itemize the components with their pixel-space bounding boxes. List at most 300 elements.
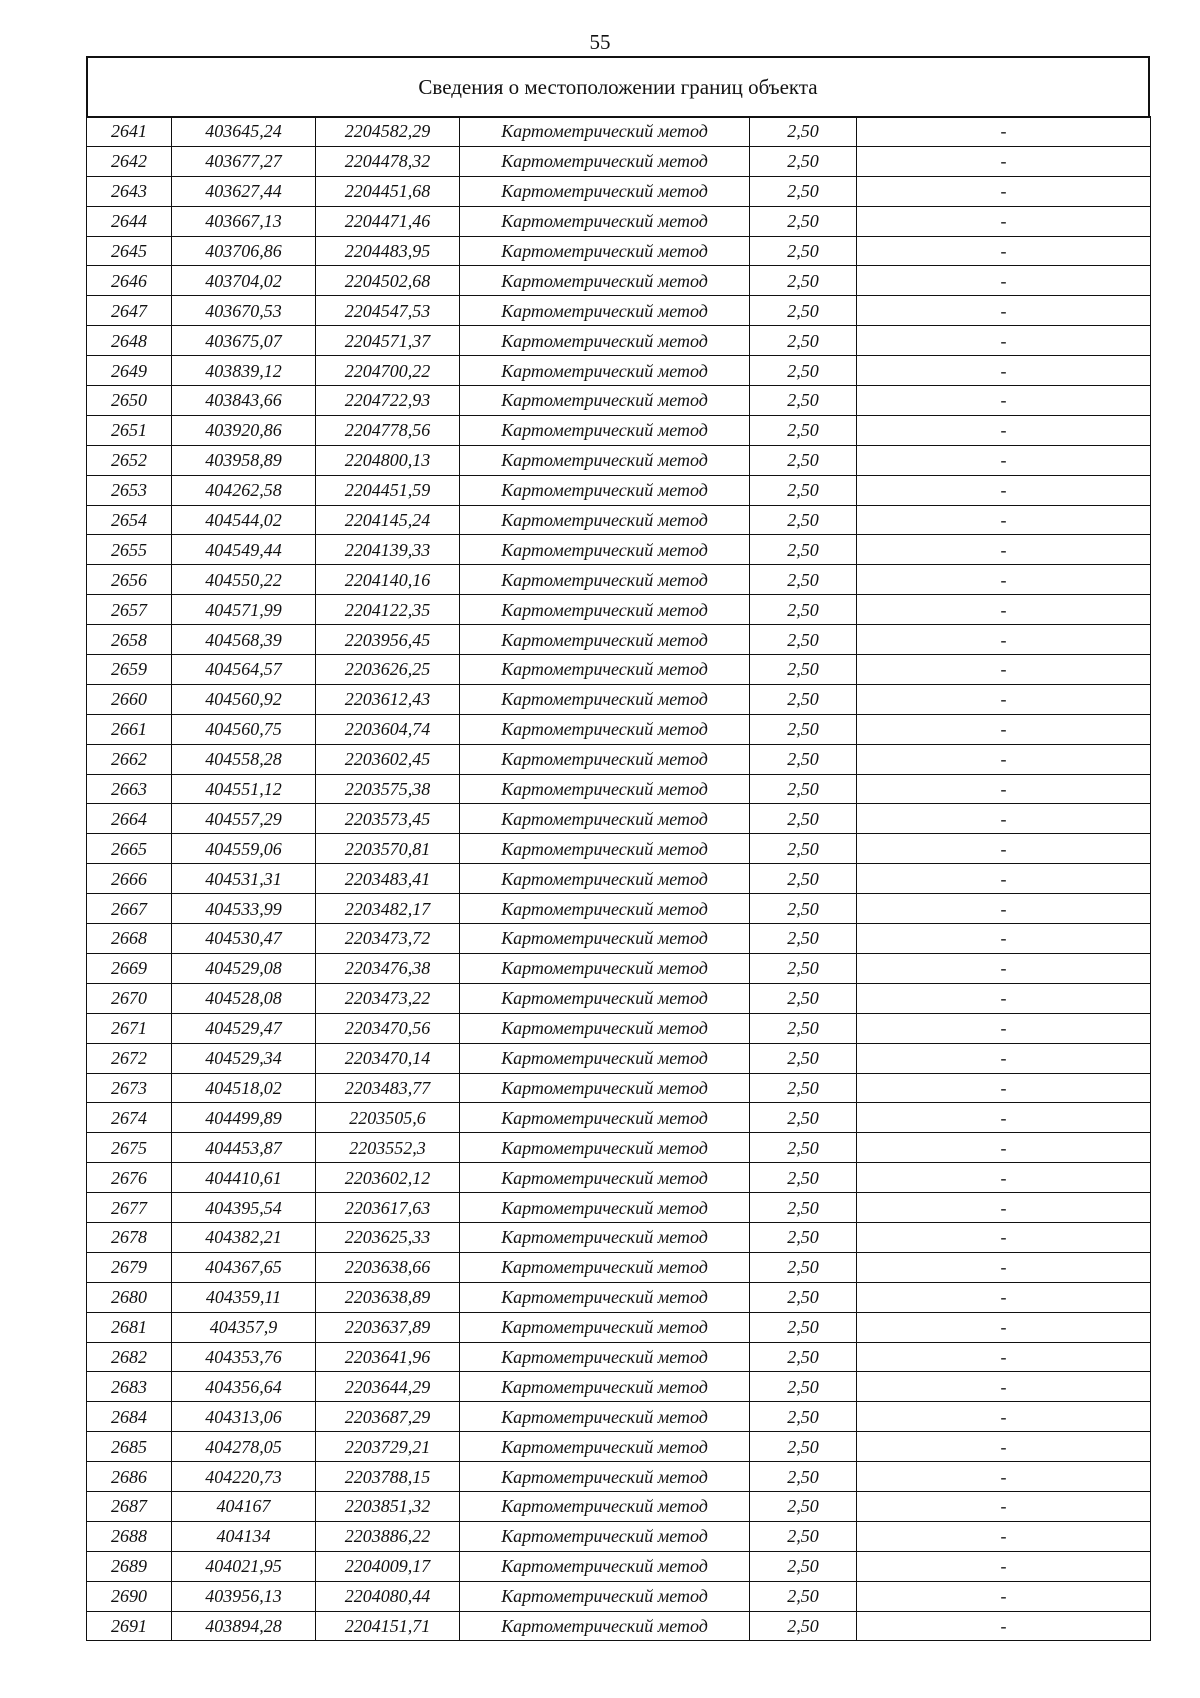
x-coordinate-cell: 404353,76 bbox=[172, 1342, 316, 1372]
point-number-cell: 2675 bbox=[87, 1133, 172, 1163]
description-cell: - bbox=[857, 834, 1151, 864]
method-cell: Картометрический метод bbox=[460, 655, 750, 685]
method-cell: Картометрический метод bbox=[460, 1611, 750, 1641]
x-coordinate-cell: 404278,05 bbox=[172, 1432, 316, 1462]
point-number-cell: 2687 bbox=[87, 1491, 172, 1521]
y-coordinate-cell: 2203617,63 bbox=[316, 1193, 460, 1223]
table-row bbox=[87, 565, 1151, 595]
y-coordinate-cell: 2204145,24 bbox=[316, 505, 460, 535]
table-row bbox=[87, 176, 1151, 206]
y-coordinate-cell: 2203604,74 bbox=[316, 714, 460, 744]
table-row bbox=[87, 386, 1151, 416]
table-row bbox=[87, 415, 1151, 445]
method-cell: Картометрический метод bbox=[460, 714, 750, 744]
y-coordinate-cell: 2203602,45 bbox=[316, 744, 460, 774]
description-cell: - bbox=[857, 1312, 1151, 1342]
description-cell: - bbox=[857, 236, 1151, 266]
method-cell: Картометрический метод bbox=[460, 864, 750, 894]
x-coordinate-cell: 403677,27 bbox=[172, 146, 316, 176]
point-number-cell: 2670 bbox=[87, 983, 172, 1013]
method-cell: Картометрический метод bbox=[460, 236, 750, 266]
point-number-cell: 2654 bbox=[87, 505, 172, 535]
point-number-cell: 2679 bbox=[87, 1252, 172, 1282]
description-cell: - bbox=[857, 1491, 1151, 1521]
description-cell: - bbox=[857, 953, 1151, 983]
table-row bbox=[87, 236, 1151, 266]
page-number: 55 bbox=[589, 30, 611, 54]
method-cell: Картометрический метод bbox=[460, 1372, 750, 1402]
description-cell: - bbox=[857, 535, 1151, 565]
point-number-cell: 2642 bbox=[87, 146, 172, 176]
method-cell: Картометрический метод bbox=[460, 684, 750, 714]
point-number-cell: 2665 bbox=[87, 834, 172, 864]
x-coordinate-cell: 404564,57 bbox=[172, 655, 316, 685]
accuracy-cell: 2,50 bbox=[750, 1103, 857, 1133]
y-coordinate-cell: 2204778,56 bbox=[316, 415, 460, 445]
x-coordinate-cell: 403839,12 bbox=[172, 356, 316, 386]
x-coordinate-cell: 404262,58 bbox=[172, 475, 316, 505]
x-coordinate-cell: 404560,75 bbox=[172, 714, 316, 744]
method-cell: Картометрический метод bbox=[460, 834, 750, 864]
x-coordinate-cell: 404453,87 bbox=[172, 1133, 316, 1163]
method-cell: Картометрический метод bbox=[460, 1193, 750, 1223]
accuracy-cell: 2,50 bbox=[750, 1581, 857, 1611]
x-coordinate-cell: 404367,65 bbox=[172, 1252, 316, 1282]
method-cell: Картометрический метод bbox=[460, 1581, 750, 1611]
method-cell: Картометрический метод bbox=[460, 475, 750, 505]
accuracy-cell: 2,50 bbox=[750, 684, 857, 714]
x-coordinate-cell: 404529,34 bbox=[172, 1043, 316, 1073]
accuracy-cell: 2,50 bbox=[750, 894, 857, 924]
description-cell: - bbox=[857, 625, 1151, 655]
method-cell: Картометрический метод bbox=[460, 266, 750, 296]
method-cell: Картометрический метод bbox=[460, 1103, 750, 1133]
point-number-cell: 2641 bbox=[87, 117, 172, 147]
y-coordinate-cell: 2203483,41 bbox=[316, 864, 460, 894]
x-coordinate-cell: 404220,73 bbox=[172, 1462, 316, 1492]
method-cell: Картометрический метод bbox=[460, 176, 750, 206]
accuracy-cell: 2,50 bbox=[750, 1402, 857, 1432]
table-row bbox=[87, 1372, 1151, 1402]
x-coordinate-cell: 403675,07 bbox=[172, 326, 316, 356]
accuracy-cell: 2,50 bbox=[750, 1372, 857, 1402]
table-row bbox=[87, 1013, 1151, 1043]
x-coordinate-cell: 403958,89 bbox=[172, 445, 316, 475]
point-number-cell: 2685 bbox=[87, 1432, 172, 1462]
accuracy-cell: 2,50 bbox=[750, 1432, 857, 1462]
accuracy-cell: 2,50 bbox=[750, 1193, 857, 1223]
y-coordinate-cell: 2203638,66 bbox=[316, 1252, 460, 1282]
y-coordinate-cell: 2203470,56 bbox=[316, 1013, 460, 1043]
y-coordinate-cell: 2204722,93 bbox=[316, 386, 460, 416]
description-cell: - bbox=[857, 505, 1151, 535]
accuracy-cell: 2,50 bbox=[750, 1163, 857, 1193]
table-row bbox=[87, 1282, 1151, 1312]
method-cell: Картометрический метод bbox=[460, 1133, 750, 1163]
method-cell: Картометрический метод bbox=[460, 445, 750, 475]
table-row bbox=[87, 983, 1151, 1013]
table-row bbox=[87, 655, 1151, 685]
point-number-cell: 2690 bbox=[87, 1581, 172, 1611]
point-number-cell: 2666 bbox=[87, 864, 172, 894]
point-number-cell: 2684 bbox=[87, 1402, 172, 1432]
description-cell: - bbox=[857, 266, 1151, 296]
x-coordinate-cell: 403670,53 bbox=[172, 296, 316, 326]
table-row bbox=[87, 1312, 1151, 1342]
point-number-cell: 2645 bbox=[87, 236, 172, 266]
description-cell: - bbox=[857, 296, 1151, 326]
method-cell: Картометрический метод bbox=[460, 924, 750, 954]
description-cell: - bbox=[857, 146, 1151, 176]
point-number-cell: 2663 bbox=[87, 774, 172, 804]
method-cell: Картометрический метод bbox=[460, 415, 750, 445]
accuracy-cell: 2,50 bbox=[750, 1043, 857, 1073]
method-cell: Картометрический метод bbox=[460, 1163, 750, 1193]
table-row bbox=[87, 1163, 1151, 1193]
point-number-cell: 2647 bbox=[87, 296, 172, 326]
method-cell: Картометрический метод bbox=[460, 565, 750, 595]
description-cell: - bbox=[857, 117, 1151, 147]
point-number-cell: 2652 bbox=[87, 445, 172, 475]
description-cell: - bbox=[857, 864, 1151, 894]
point-number-cell: 2669 bbox=[87, 953, 172, 983]
accuracy-cell: 2,50 bbox=[750, 1611, 857, 1641]
accuracy-cell: 2,50 bbox=[750, 774, 857, 804]
point-number-cell: 2644 bbox=[87, 206, 172, 236]
x-coordinate-cell: 403667,13 bbox=[172, 206, 316, 236]
description-cell: - bbox=[857, 684, 1151, 714]
description-cell: - bbox=[857, 1521, 1151, 1551]
x-coordinate-cell: 404499,89 bbox=[172, 1103, 316, 1133]
boundary-sheet bbox=[86, 56, 1150, 1641]
method-cell: Картометрический метод bbox=[460, 1222, 750, 1252]
method-cell: Картометрический метод bbox=[460, 953, 750, 983]
description-cell: - bbox=[857, 983, 1151, 1013]
y-coordinate-cell: 2203505,6 bbox=[316, 1103, 460, 1133]
point-number-cell: 2676 bbox=[87, 1163, 172, 1193]
table-row bbox=[87, 1073, 1151, 1103]
point-number-cell: 2662 bbox=[87, 744, 172, 774]
x-coordinate-cell: 404557,29 bbox=[172, 804, 316, 834]
table-row bbox=[87, 1491, 1151, 1521]
x-coordinate-cell: 404551,12 bbox=[172, 774, 316, 804]
method-cell: Картометрический метод bbox=[460, 625, 750, 655]
point-number-cell: 2681 bbox=[87, 1312, 172, 1342]
y-coordinate-cell: 2203612,43 bbox=[316, 684, 460, 714]
y-coordinate-cell: 2204478,32 bbox=[316, 146, 460, 176]
accuracy-cell: 2,50 bbox=[750, 117, 857, 147]
y-coordinate-cell: 2204582,29 bbox=[316, 117, 460, 147]
accuracy-cell: 2,50 bbox=[750, 1013, 857, 1043]
method-cell: Картометрический метод bbox=[460, 1342, 750, 1372]
description-cell: - bbox=[857, 1282, 1151, 1312]
table-row bbox=[87, 1133, 1151, 1163]
accuracy-cell: 2,50 bbox=[750, 266, 857, 296]
x-coordinate-cell: 404528,08 bbox=[172, 983, 316, 1013]
x-coordinate-cell: 404518,02 bbox=[172, 1073, 316, 1103]
table-row bbox=[87, 296, 1151, 326]
x-coordinate-cell: 404550,22 bbox=[172, 565, 316, 595]
description-cell: - bbox=[857, 1073, 1151, 1103]
x-coordinate-cell: 404549,44 bbox=[172, 535, 316, 565]
accuracy-cell: 2,50 bbox=[750, 176, 857, 206]
description-cell: - bbox=[857, 1432, 1151, 1462]
x-coordinate-cell: 404382,21 bbox=[172, 1222, 316, 1252]
description-cell: - bbox=[857, 804, 1151, 834]
table-row bbox=[87, 326, 1151, 356]
y-coordinate-cell: 2203729,21 bbox=[316, 1432, 460, 1462]
table-row bbox=[87, 804, 1151, 834]
accuracy-cell: 2,50 bbox=[750, 1491, 857, 1521]
table-row bbox=[87, 1611, 1151, 1641]
y-coordinate-cell: 2203788,15 bbox=[316, 1462, 460, 1492]
x-coordinate-cell: 403645,24 bbox=[172, 117, 316, 147]
x-coordinate-cell: 404558,28 bbox=[172, 744, 316, 774]
accuracy-cell: 2,50 bbox=[750, 535, 857, 565]
description-cell: - bbox=[857, 1103, 1151, 1133]
y-coordinate-cell: 2203575,38 bbox=[316, 774, 460, 804]
table-row bbox=[87, 1103, 1151, 1133]
point-number-cell: 2650 bbox=[87, 386, 172, 416]
point-number-cell: 2677 bbox=[87, 1193, 172, 1223]
x-coordinate-cell: 404533,99 bbox=[172, 894, 316, 924]
table-row bbox=[87, 864, 1151, 894]
y-coordinate-cell: 2204800,13 bbox=[316, 445, 460, 475]
table-row bbox=[87, 1551, 1151, 1581]
method-cell: Картометрический метод bbox=[460, 983, 750, 1013]
x-coordinate-cell: 404313,06 bbox=[172, 1402, 316, 1432]
accuracy-cell: 2,50 bbox=[750, 1222, 857, 1252]
accuracy-cell: 2,50 bbox=[750, 1282, 857, 1312]
y-coordinate-cell: 2204151,71 bbox=[316, 1611, 460, 1641]
x-coordinate-cell: 404395,54 bbox=[172, 1193, 316, 1223]
table-row bbox=[87, 1222, 1151, 1252]
accuracy-cell: 2,50 bbox=[750, 625, 857, 655]
x-coordinate-cell: 404021,95 bbox=[172, 1551, 316, 1581]
y-coordinate-cell: 2203483,77 bbox=[316, 1073, 460, 1103]
table-row bbox=[87, 117, 1151, 147]
table-row bbox=[87, 744, 1151, 774]
description-cell: - bbox=[857, 774, 1151, 804]
table-row bbox=[87, 206, 1151, 236]
x-coordinate-cell: 404529,08 bbox=[172, 953, 316, 983]
accuracy-cell: 2,50 bbox=[750, 415, 857, 445]
accuracy-cell: 2,50 bbox=[750, 1312, 857, 1342]
point-number-cell: 2664 bbox=[87, 804, 172, 834]
point-number-cell: 2667 bbox=[87, 894, 172, 924]
y-coordinate-cell: 2203886,22 bbox=[316, 1521, 460, 1551]
table-row bbox=[87, 1342, 1151, 1372]
table-row bbox=[87, 1432, 1151, 1462]
description-cell: - bbox=[857, 1193, 1151, 1223]
point-number-cell: 2661 bbox=[87, 714, 172, 744]
y-coordinate-cell: 2204700,22 bbox=[316, 356, 460, 386]
description-cell: - bbox=[857, 176, 1151, 206]
table-title: Сведения о местоположении границ объекта bbox=[86, 56, 1150, 118]
accuracy-cell: 2,50 bbox=[750, 505, 857, 535]
description-cell: - bbox=[857, 386, 1151, 416]
y-coordinate-cell: 2203637,89 bbox=[316, 1312, 460, 1342]
description-cell: - bbox=[857, 1551, 1151, 1581]
x-coordinate-cell: 403843,66 bbox=[172, 386, 316, 416]
point-number-cell: 2655 bbox=[87, 535, 172, 565]
table-row bbox=[87, 1462, 1151, 1492]
coordinates-table bbox=[86, 116, 1151, 1641]
table-row bbox=[87, 625, 1151, 655]
x-coordinate-cell: 404571,99 bbox=[172, 595, 316, 625]
description-cell: - bbox=[857, 744, 1151, 774]
method-cell: Картометрический метод bbox=[460, 356, 750, 386]
method-cell: Картометрический метод bbox=[460, 1013, 750, 1043]
method-cell: Картометрический метод bbox=[460, 774, 750, 804]
table-row bbox=[87, 774, 1151, 804]
table-row bbox=[87, 356, 1151, 386]
y-coordinate-cell: 2204471,46 bbox=[316, 206, 460, 236]
point-number-cell: 2657 bbox=[87, 595, 172, 625]
method-cell: Картометрический метод bbox=[460, 595, 750, 625]
x-coordinate-cell: 404357,9 bbox=[172, 1312, 316, 1342]
y-coordinate-cell: 2204451,59 bbox=[316, 475, 460, 505]
method-cell: Картометрический метод bbox=[460, 1252, 750, 1282]
description-cell: - bbox=[857, 1462, 1151, 1492]
description-cell: - bbox=[857, 714, 1151, 744]
y-coordinate-cell: 2204451,68 bbox=[316, 176, 460, 206]
method-cell: Картометрический метод bbox=[460, 296, 750, 326]
accuracy-cell: 2,50 bbox=[750, 1133, 857, 1163]
y-coordinate-cell: 2204122,35 bbox=[316, 595, 460, 625]
y-coordinate-cell: 2203644,29 bbox=[316, 1372, 460, 1402]
x-coordinate-cell: 403627,44 bbox=[172, 176, 316, 206]
point-number-cell: 2689 bbox=[87, 1551, 172, 1581]
y-coordinate-cell: 2203687,29 bbox=[316, 1402, 460, 1432]
point-number-cell: 2686 bbox=[87, 1462, 172, 1492]
table-row bbox=[87, 953, 1151, 983]
method-cell: Картометрический метод bbox=[460, 804, 750, 834]
accuracy-cell: 2,50 bbox=[750, 206, 857, 236]
x-coordinate-cell: 404410,61 bbox=[172, 1163, 316, 1193]
description-cell: - bbox=[857, 475, 1151, 505]
x-coordinate-cell: 404359,11 bbox=[172, 1282, 316, 1312]
accuracy-cell: 2,50 bbox=[750, 1252, 857, 1282]
point-number-cell: 2648 bbox=[87, 326, 172, 356]
description-cell: - bbox=[857, 445, 1151, 475]
x-coordinate-cell: 404529,47 bbox=[172, 1013, 316, 1043]
point-number-cell: 2688 bbox=[87, 1521, 172, 1551]
y-coordinate-cell: 2203482,17 bbox=[316, 894, 460, 924]
accuracy-cell: 2,50 bbox=[750, 864, 857, 894]
x-coordinate-cell: 404356,64 bbox=[172, 1372, 316, 1402]
table-row bbox=[87, 1402, 1151, 1432]
table-row bbox=[87, 1581, 1151, 1611]
point-number-cell: 2658 bbox=[87, 625, 172, 655]
table-row bbox=[87, 1043, 1151, 1073]
table-row bbox=[87, 1521, 1151, 1551]
table-row bbox=[87, 445, 1151, 475]
method-cell: Картометрический метод bbox=[460, 1521, 750, 1551]
point-number-cell: 2673 bbox=[87, 1073, 172, 1103]
x-coordinate-cell: 403956,13 bbox=[172, 1581, 316, 1611]
description-cell: - bbox=[857, 1222, 1151, 1252]
method-cell: Картометрический метод bbox=[460, 206, 750, 236]
method-cell: Картометрический метод bbox=[460, 146, 750, 176]
accuracy-cell: 2,50 bbox=[750, 565, 857, 595]
method-cell: Картометрический метод bbox=[460, 1551, 750, 1581]
accuracy-cell: 2,50 bbox=[750, 744, 857, 774]
x-coordinate-cell: 404544,02 bbox=[172, 505, 316, 535]
method-cell: Картометрический метод bbox=[460, 1282, 750, 1312]
x-coordinate-cell: 404568,39 bbox=[172, 625, 316, 655]
accuracy-cell: 2,50 bbox=[750, 445, 857, 475]
accuracy-cell: 2,50 bbox=[750, 983, 857, 1013]
y-coordinate-cell: 2203602,12 bbox=[316, 1163, 460, 1193]
x-coordinate-cell: 404167 bbox=[172, 1491, 316, 1521]
point-number-cell: 2646 bbox=[87, 266, 172, 296]
point-number-cell: 2683 bbox=[87, 1372, 172, 1402]
table-row bbox=[87, 505, 1151, 535]
y-coordinate-cell: 2203851,32 bbox=[316, 1491, 460, 1521]
description-cell: - bbox=[857, 655, 1151, 685]
table-row bbox=[87, 924, 1151, 954]
y-coordinate-cell: 2203552,3 bbox=[316, 1133, 460, 1163]
accuracy-cell: 2,50 bbox=[750, 356, 857, 386]
y-coordinate-cell: 2203638,89 bbox=[316, 1282, 460, 1312]
table-row bbox=[87, 1252, 1151, 1282]
method-cell: Картометрический метод bbox=[460, 1432, 750, 1462]
y-coordinate-cell: 2204140,16 bbox=[316, 565, 460, 595]
accuracy-cell: 2,50 bbox=[750, 296, 857, 326]
accuracy-cell: 2,50 bbox=[750, 1073, 857, 1103]
accuracy-cell: 2,50 bbox=[750, 804, 857, 834]
y-coordinate-cell: 2204547,53 bbox=[316, 296, 460, 326]
description-cell: - bbox=[857, 1402, 1151, 1432]
method-cell: Картометрический метод bbox=[460, 326, 750, 356]
y-coordinate-cell: 2203476,38 bbox=[316, 953, 460, 983]
x-coordinate-cell: 404531,31 bbox=[172, 864, 316, 894]
x-coordinate-cell: 404530,47 bbox=[172, 924, 316, 954]
x-coordinate-cell: 404560,92 bbox=[172, 684, 316, 714]
point-number-cell: 2672 bbox=[87, 1043, 172, 1073]
description-cell: - bbox=[857, 326, 1151, 356]
description-cell: - bbox=[857, 1342, 1151, 1372]
table-row bbox=[87, 475, 1151, 505]
accuracy-cell: 2,50 bbox=[750, 1342, 857, 1372]
table-row bbox=[87, 266, 1151, 296]
description-cell: - bbox=[857, 415, 1151, 445]
y-coordinate-cell: 2204483,95 bbox=[316, 236, 460, 266]
accuracy-cell: 2,50 bbox=[750, 326, 857, 356]
accuracy-cell: 2,50 bbox=[750, 236, 857, 266]
accuracy-cell: 2,50 bbox=[750, 924, 857, 954]
y-coordinate-cell: 2203956,45 bbox=[316, 625, 460, 655]
x-coordinate-cell: 404559,06 bbox=[172, 834, 316, 864]
y-coordinate-cell: 2204139,33 bbox=[316, 535, 460, 565]
y-coordinate-cell: 2203570,81 bbox=[316, 834, 460, 864]
description-cell: - bbox=[857, 1163, 1151, 1193]
table-row bbox=[87, 595, 1151, 625]
method-cell: Картометрический метод bbox=[460, 505, 750, 535]
method-cell: Картометрический метод bbox=[460, 894, 750, 924]
accuracy-cell: 2,50 bbox=[750, 1521, 857, 1551]
y-coordinate-cell: 2204502,68 bbox=[316, 266, 460, 296]
method-cell: Картометрический метод bbox=[460, 1491, 750, 1521]
coordinates-table-body bbox=[87, 117, 1151, 1641]
point-number-cell: 2678 bbox=[87, 1222, 172, 1252]
accuracy-cell: 2,50 bbox=[750, 953, 857, 983]
accuracy-cell: 2,50 bbox=[750, 714, 857, 744]
table-row bbox=[87, 1193, 1151, 1223]
method-cell: Картометрический метод bbox=[460, 386, 750, 416]
y-coordinate-cell: 2203470,14 bbox=[316, 1043, 460, 1073]
